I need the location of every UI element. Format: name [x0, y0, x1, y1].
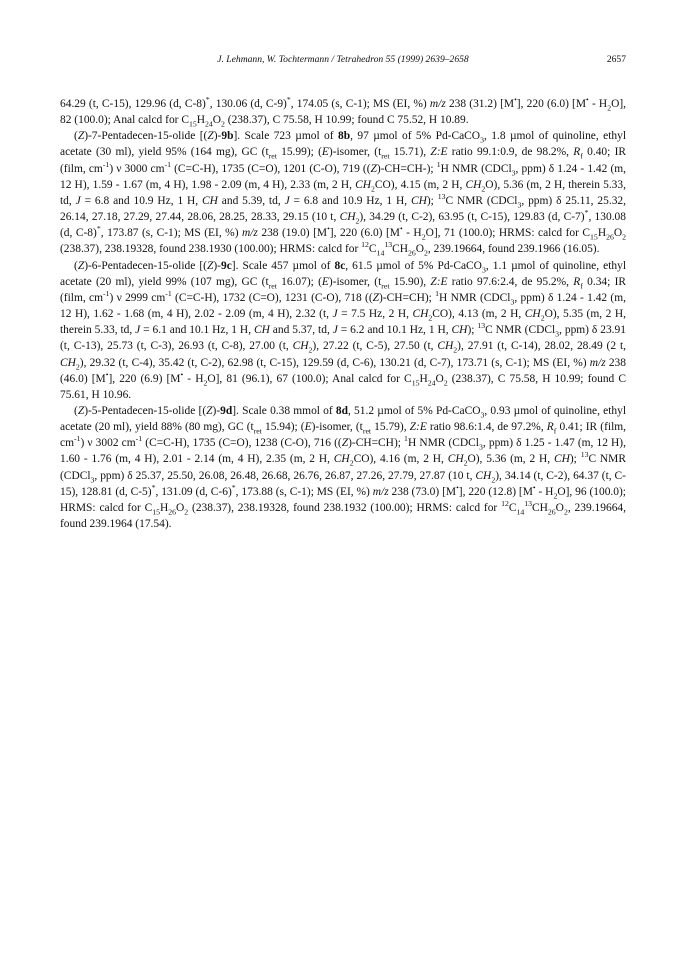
paragraph-compound-9b: (Z)-7-Pentadecen-15-olide [(Z)-9b]. Scale 723 µmol of 8b, 97 µmol of 5% Pd-CaCO$_3$, 1.8 µmol of quinoline, ethyl acetate (30 ml), yield 95% (164 mg), GC ($t_{ret}$ 15.99); (E)-isomer, ($t_{ret}$ 15.71), Z:E ratio 99.1:0.9, de 98.2%, $R_f$ 0.40; IR (film, $cm^{-1}$) ν 3000 $cm^{-1}$ (C=C-H), 1735 (C=O), 1201 (C-O), 719 ((Z)-CH=CH-); $^1$H NMR (CDCl$_3$, ppm) δ 1.24 - 1.42 (m, 12 H), 1.59 - 1.67 (m, 4 H), 1.98 - 2.09 (m, 4 H), 2.33 (m, 2 H, $CH_2CO$), 4.15 (m, 2 H, $CH_2O$), 5.36 (m, 2 H, therein 5.33, td, J = 6.8 and 10.9 Hz, 1 H, CH and 5.39, td, J = 6.8 and 10.9 Hz, 1 H, CH); $^{13}$C NMR (CDCl$_3$, ppm) δ 25.11, 25.32, 26.14, 27.18, 27.29, 27.44, 28.06, 28.25, 28.33, 29.15 (10 t, $CH_2$), 34.29 (t, C-2), 63.95 (t, C-15), 129.83 (d, C-7)*, 130.08 (d, C-8)*, 173.87 (s, C-1); MS (EI, %) m/z 238 (19.0) [M•], 220 (6.0) $[M^• - H_2O]$, 71 (100.0); HRMS: calcd for $C_{15}H_{26}O_2$ (238.37), 238.19328, found 238.1930 (100.00); HRMS: calcd for $^{12}C_{14}^{13}CH_{26}O_2$, 239.19664, found 239.1966 (16.05).	[60, 130, 627, 258]
page-number: 2657	[606, 54, 626, 65]
running-title: J. Lehmann, W. Tochtermann / Tetrahedron 55 (1999) 2639–2658	[217, 54, 469, 65]
paragraph-compound-9d: (Z)-5-Pentadecen-15-olide [(Z)-9d]. Scale 0.38 mmol of 8d, 51.2 µmol of 5% Pd-CaCO$_3$, 0.93 µmol of quinoline, ethyl acetate (20 ml), yield 88% (80 mg), GC ($t_{ret}$ 15.94); (E)-isomer, ($t_{ret}$ 15.79), Z:E ratio 98.6:1.4, de 97.2%, $R_f$ 0.41; IR (film, $cm^{-1}$) ν 3002 $cm^{-1}$ (C=C-H), 1735 (C=O), 1238 (C-O), 716 ((Z)-CH=CH); $^1$H NMR (CDCl$_3$, ppm) δ 1.25 - 1.47 (m, 12 H), 1.60 - 1.76 (m, 4 H), 2.01 - 2.14 (m, 4 H), 2.35 (m, 2 H, $CH_2CO$), 4.16 (m, 2 H, $CH_2O$), 5.36 (m, 2 H, CH); $^{13}$C NMR (CDCl$_3$, ppm) δ 25.37, 25.50, 26.08, 26.48, 26.68, 26.76, 26.87, 27.26, 27.79, 27.87 (10 t, $CH_2$), 34.14 (t, C-2), 64.37 (t, C-15), 128.81 (d, C-5)*, 131.09 (d, C-6)*, 173.88 (s, C-1); MS (EI, %) m/z 238 (73.0) [M•], 220 (12.8) $[M^• - H_2O]$, 96 (100.0); HRMS: calcd for $C_{15}H_{26}O_2$ (238.37), 238.19328, found 238.1932 (100.00); HRMS: calcd for $^{12}C_{14}^{13}CH_{26}O_2$, 239.19664, found 239.1964 (17.54).	[60, 404, 627, 531]
paragraph-continuation: 64.29 (t, C-15), 129.96 (d, C-8)*, 130.06 (d, C-9)*, 174.05 (s, C-1); MS (EI, %) m/z 238 (31.2) [M•], 220 (6.0) $[M^• - H_2O]$, 82 (100.0); Anal calcd for $C_{15}H_{24}O_2$ (238.37), C 75.58, H 10.99; found C 75.52, H 10.89.	[60, 95, 627, 129]
running-header	[60, 53, 626, 67]
paragraph-compound-9c: (Z)-6-Pentadecen-15-olide [(Z)-9c]. Scale 457 µmol of 8c, 61.5 µmol of 5% Pd-CaCO$_3$, 1.1 µmol of quinoline, ethyl acetate (20 ml), yield 99% (107 mg), GC ($t_{ret}$ 16.07); (E)-isomer, ($t_{ret}$ 15.90), Z:E ratio 97.6:2.4, de 95.2%, $R_f$ 0.34; IR (film, $cm^{-1}$) ν 2999 $cm^{-1}$ (C=C-H), 1732 (C=O), 1231 (C-O), 718 ((Z)-CH=CH); $^1$H NMR (CDCl$_3$, ppm) δ 1.24 - 1.42 (m, 12 H), 1.62 - 1.68 (m, 4 H), 2.02 - 2.09 (m, 4 H), 2.32 (t, J = 7.5 Hz, 2 H, $CH_2CO$), 4.13 (m, 2 H, $CH_2O$), 5.35 (m, 2 H, therein 5.33, td, J = 6.1 and 10.1 Hz, 1 H, CH and 5.37, td, J = 6.2 and 10.1 Hz, 1 H, CH); $^{13}$C NMR (CDCl$_3$, ppm) δ 23.91 (t, C-13), 25.73 (t, C-3), 26.93 (t, C-8), 27.00 (t, $CH_2$), 27.22 (t, C-5), 27.50 (t, $CH_2$), 27.91 (t, C-14), 28.02, 28.49 (2 t, $CH_2$), 29.32 (t, C-4), 35.42 (t, C-2), 62.98 (t, C-15), 129.59 (d, C-6), 130.21 (d, C-7), 173.71 (s, C-1); MS (EI, %) m/z 238 (46.0) [M•], 220 (6.9) $[M^• - H_2O]$, 81 (96.1), 67 (100.0); Anal calcd for $C_{15}H_{24}O_2$ (238.37), C 75.58, H 10.99; found C 75.61, H 10.96.	[60, 259, 627, 401]
body-text	[60, 96, 626, 532]
